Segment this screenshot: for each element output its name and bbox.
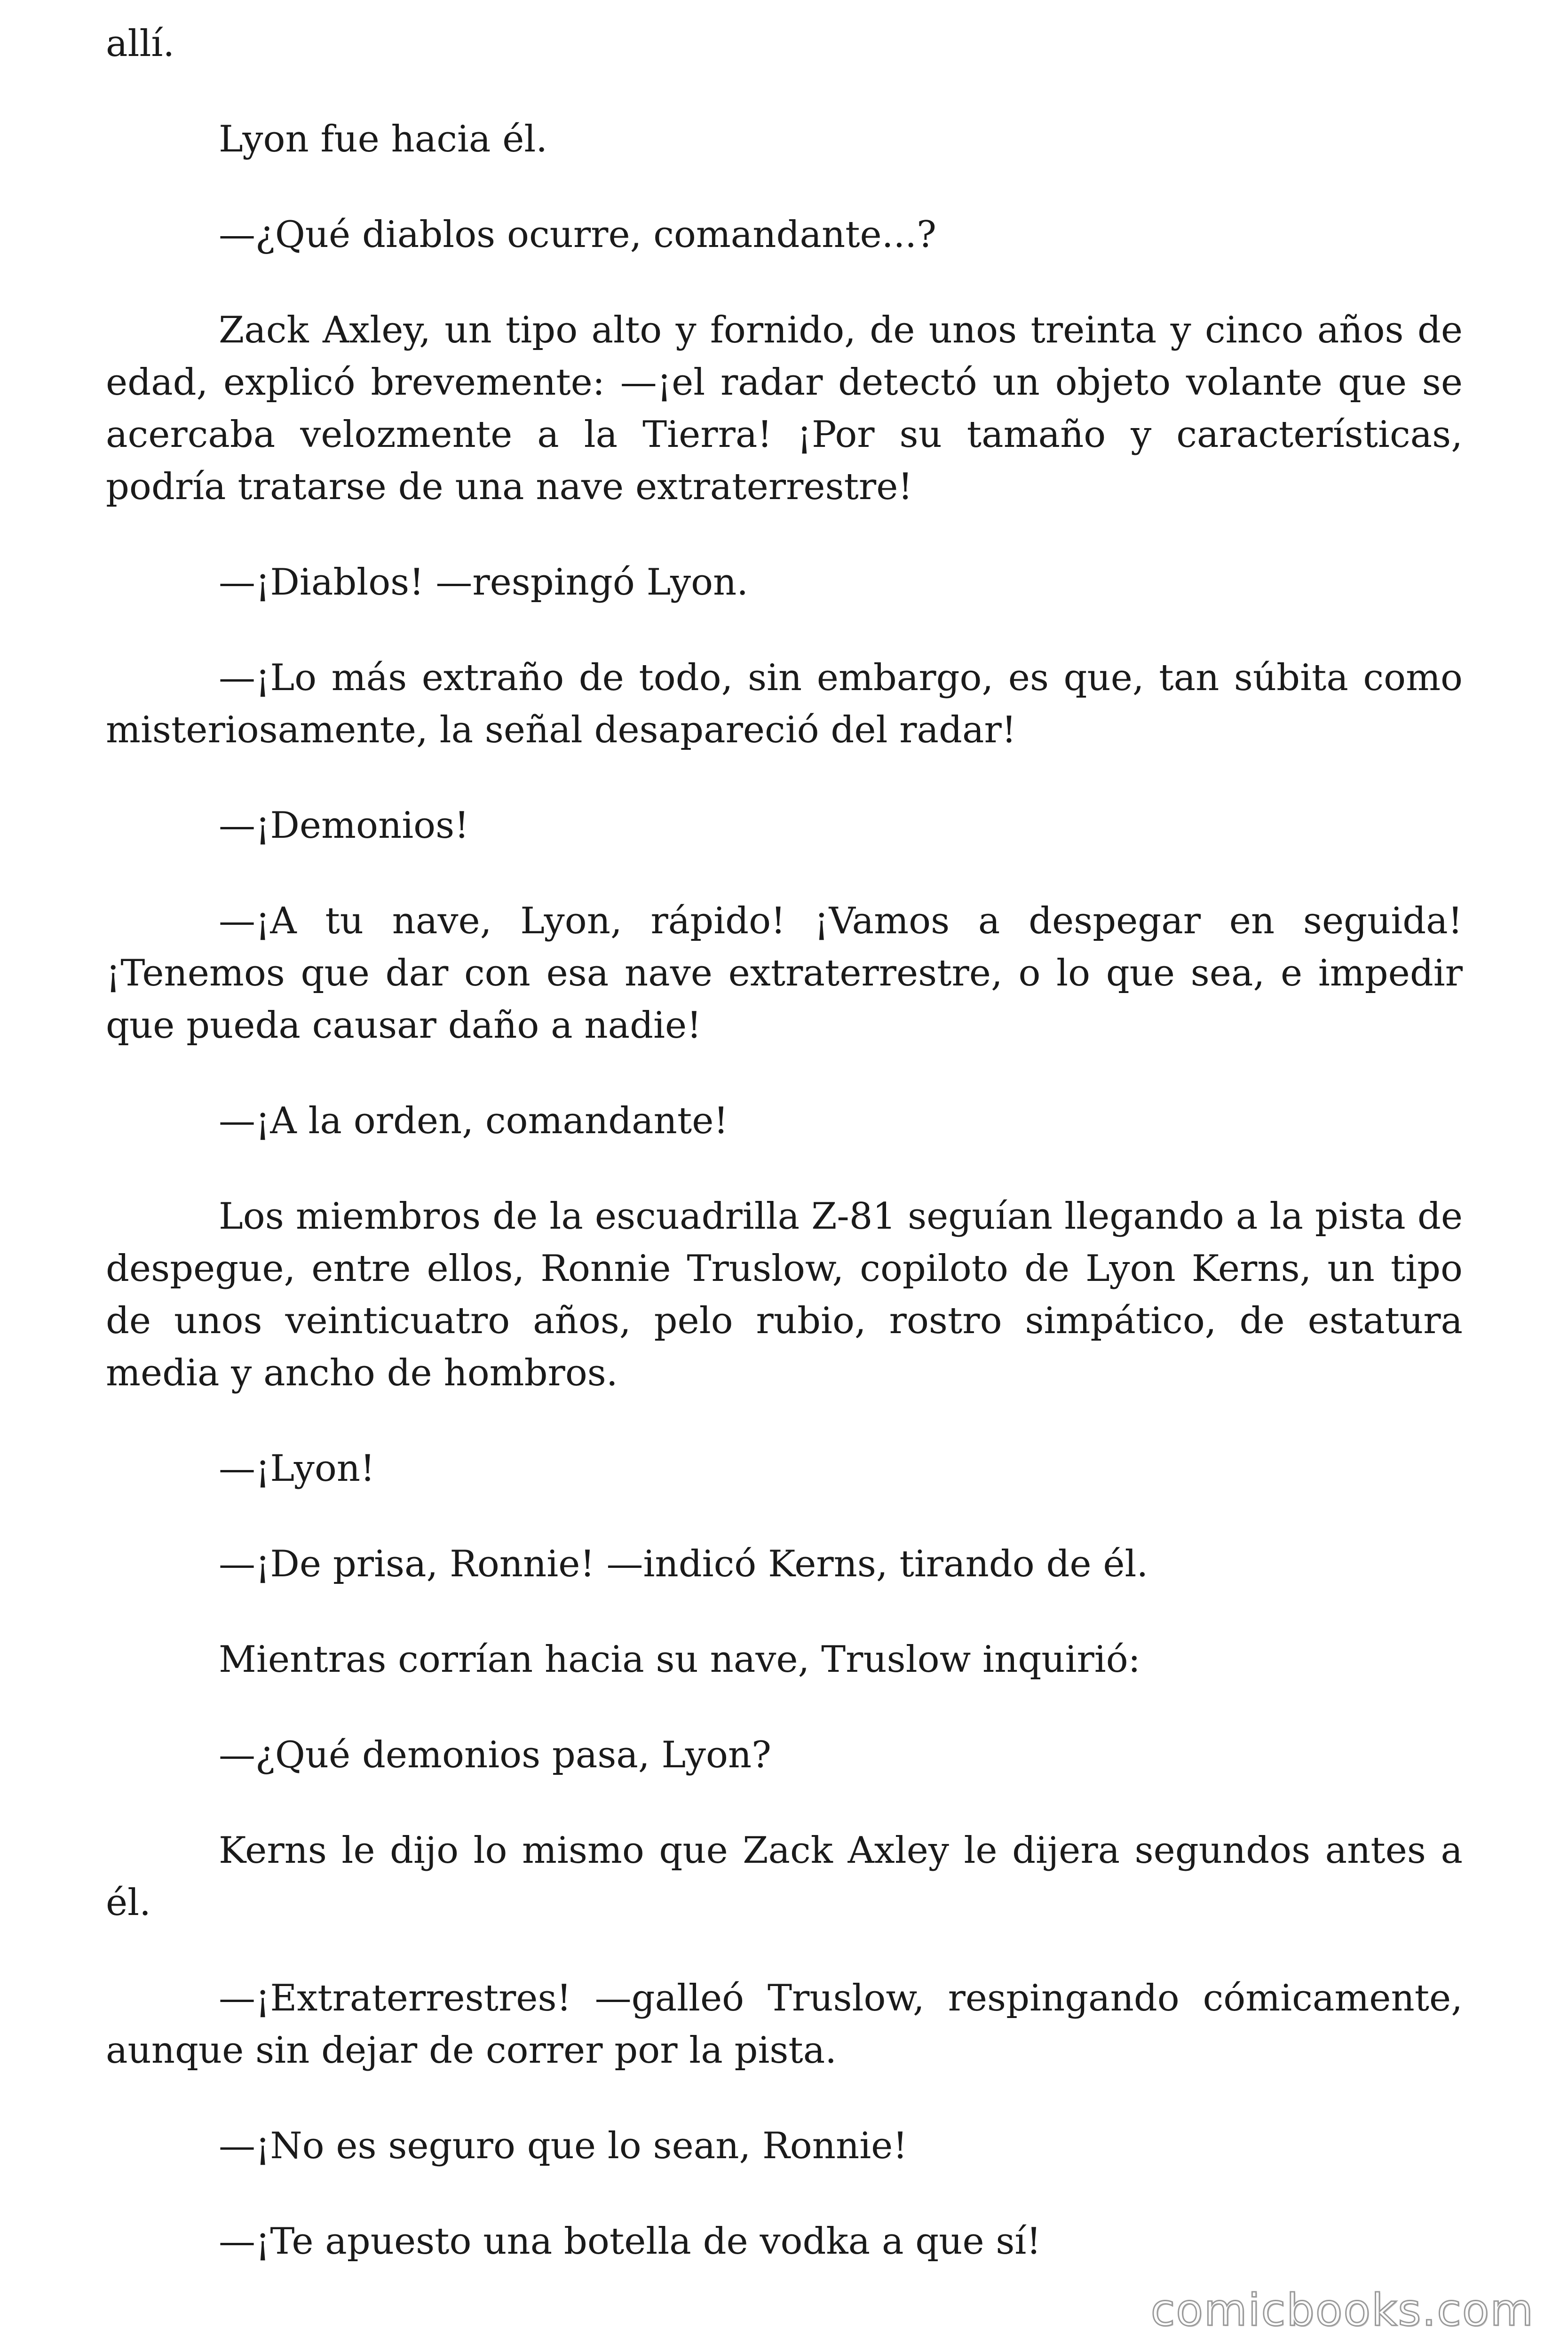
paragraph: Los miembros de la escuadrilla Z-81 seguían llegando a la pista de despegue, entre ellos, Ronnie Truslow, copiloto de Lyon Kerns, un tipo de unos veinticuatro años, pelo rubio, rostro simpático, de estatura media y ancho de hombros.: [106, 1195, 1463, 1394]
paragraph: —¡Extraterrestres! —galleó Truslow, respingando cómicamente, aunque sin dejar de correr por la pista.: [106, 1977, 1463, 2072]
paragraph: Lyon fue hacia él.: [219, 118, 548, 160]
paragraph: —¡Lo más extraño de todo, sin embargo, es que, tan súbita como misteriosamente, la señal desapareció del radar!: [106, 657, 1463, 751]
page-body: [106, 18, 1463, 2304]
paragraph: —¡Lyon!: [219, 1447, 375, 1490]
paragraph: Zack Axley, un tipo alto y fornido, de unos treinta y cinco años de edad, explicó brevemente: —¡el radar detectó un objeto volante que se acercaba velozmente a la Tierra! ¡Por su tamaño y características, podría tratarse de una nave extraterrestre!: [106, 309, 1463, 508]
paragraph: —¿Qué demonios pasa, Lyon?: [219, 1734, 771, 1776]
paragraph: allí.: [106, 23, 175, 65]
paragraph: Kerns le dijo lo mismo que Zack Axley le dijera segundos antes a él.: [106, 1829, 1463, 1924]
paragraph: —¡No es seguro que lo sean, Ronnie!: [219, 2125, 908, 2167]
paragraph: —¿Qué diablos ocurre, comandante...?: [219, 214, 936, 256]
paragraph: Mientras corrían hacia su nave, Truslow inquirió:: [219, 1638, 1140, 1681]
paragraph: —¡Diablos! —respingó Lyon.: [219, 561, 749, 604]
paragraph: —¡Te apuesto una botella de vodka a que sí!: [219, 2220, 1041, 2263]
paragraph: —¡A la orden, comandante!: [219, 1100, 729, 1142]
paragraph: —¡De prisa, Ronnie! —indicó Kerns, tirando de él.: [219, 1543, 1148, 1585]
paragraph: —¡Demonios!: [219, 804, 469, 847]
watermark: comicbooks.com: [1150, 2285, 1534, 2336]
paragraph: —¡A tu nave, Lyon, rápido! ¡Vamos a despegar en seguida! ¡Tenemos que dar con esa nave extraterrestre, o lo que sea, e impedir que pueda causar daño a nadie!: [106, 900, 1463, 1047]
